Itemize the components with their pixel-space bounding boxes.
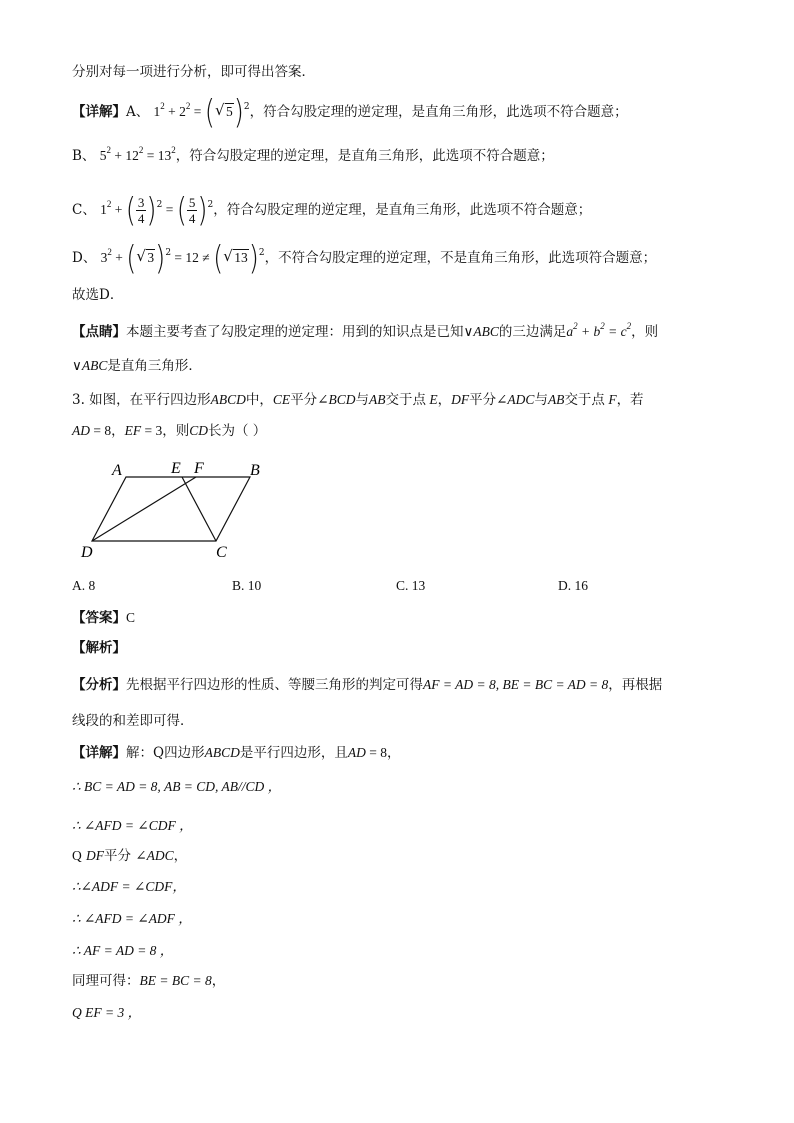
- point-e-label: E: [171, 460, 181, 477]
- solve-intro: 【详解】解：Q四边形ABCD是平行四边形，且AD = 8，: [72, 745, 401, 761]
- answer-line: 【答案】C: [72, 610, 136, 626]
- step-6: ∴ AF = AD = 8 ，: [72, 943, 174, 958]
- vertex-c-label: C: [216, 544, 227, 561]
- parallelogram-figure: [78, 455, 278, 565]
- analysis-line-2: 线段的和差即可得．: [72, 713, 194, 729]
- intro-line: 分别对每一项进行分析，即可得出答案．: [72, 64, 315, 80]
- option-c: C. 13: [396, 578, 426, 593]
- step-8: Q EF = 3 ，: [72, 1005, 142, 1020]
- choose-line: 故选D．: [72, 287, 124, 303]
- comment-line-2: ∨ABC是直角三角形．: [72, 358, 202, 374]
- step-3: Q DF平分 ∠ADC，: [72, 848, 188, 864]
- step-2: ∴ ∠AFD = ∠CDF ，: [72, 818, 193, 833]
- step-4: ∴∠ADF = ∠CDF，: [72, 879, 186, 894]
- option-a-analysis: 【详解】A、 $1^2 + 2^2$ = (√ 5)$^2$，符合勾股定理的逆定理，是直角三角形，此选项不符合题意；: [72, 102, 628, 123]
- question-3-line-2: AD = 8，EF = 3，则CD长为（ ）: [72, 423, 267, 439]
- analysis-heading: 【解析】: [72, 640, 126, 656]
- comment-line: 【点睛】本题主要考查了勾股定理的逆定理：用到的知识点是已知∨ABC的三边满足$a^2 + b^2 = c^2$，则: [72, 321, 659, 340]
- option-a: A. 8: [72, 578, 96, 593]
- option-b-analysis: B、 $5^2 + 12^2 = 13^2$，符合勾股定理的逆定理，是直角三角形，此选项不符合题意；: [72, 145, 554, 164]
- option-c-analysis: C、 $1^2$ + ( $\frac{3}{4}$ )$^2$ = ( $\frac{5}{4}$ )$^2$，符合勾股定理的逆定理，是直角三角形，此选项不符合题意；: [72, 191, 592, 230]
- step-1: ∴ BC = AD = 8, AB = CD, AB//CD ，: [72, 779, 282, 794]
- analysis-line: 【分析】先根据平行四边形的性质、等腰三角形的判定可得AF = AD = 8, BE = BC = AD = 8，再根据: [72, 677, 663, 693]
- step-7: 同理可得：BE = BC = 8，: [72, 973, 226, 989]
- option-d: D. 16: [558, 578, 588, 593]
- question-3: 3. 如图，在平行四边形ABCD中，CE平分∠BCD与AB交于点 E，DF平分∠ADC与AB交于点 F，若: [72, 392, 644, 408]
- vertex-d-label: D: [81, 544, 93, 561]
- vertex-a-label: A: [112, 462, 122, 479]
- step-5: ∴ ∠AFD = ∠ADF ，: [72, 911, 192, 926]
- point-f-label: F: [194, 460, 204, 477]
- vertex-b-label: B: [250, 462, 260, 479]
- option-b: B. 10: [232, 578, 262, 593]
- option-d-analysis: D、 $3^2$ + (√ 3)$^2$ = 12 ≠ (√ 13)$^2$，不符合勾股定理的逆定理，不是直角三角形，此选项符合题意；: [72, 248, 656, 269]
